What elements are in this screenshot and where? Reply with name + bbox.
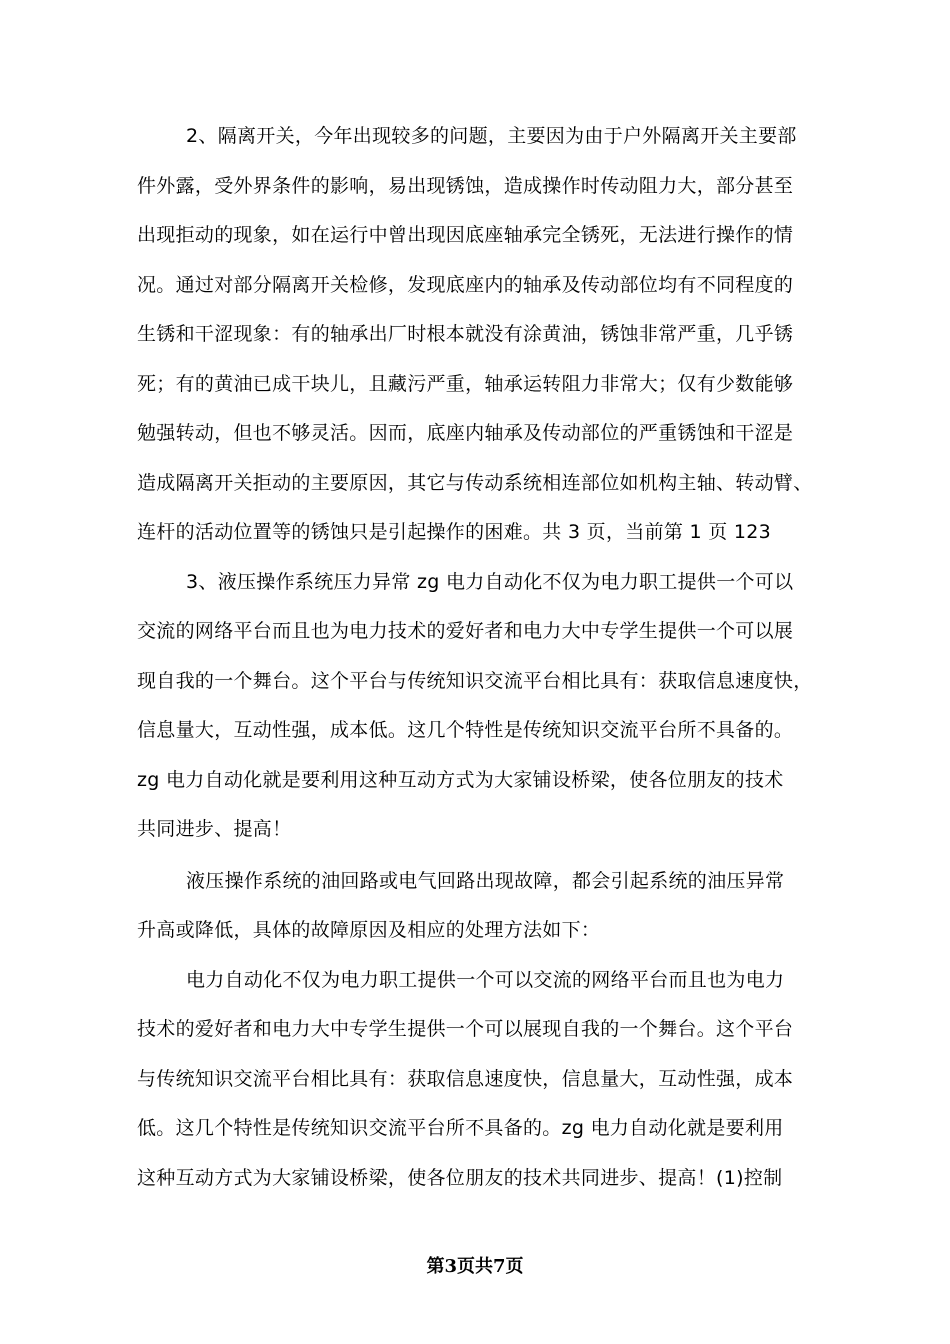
text-line: 连杆的活动位置等的锈蚀只是引起操作的困难。共 3 页，当前第 1 页 123 [137,521,772,543]
text-line: 共同进步、提高！ [137,818,292,840]
text-line: 与传统知识交流平台相比具有：获取信息速度快，信息量大，互动性强，成本 [137,1068,794,1090]
text-line: 勉强转动，但也不够灵活。因而，底座内轴承及传动部位的严重锈蚀和干涩是 [137,422,794,444]
text-line: 2、隔离开关，今年出现较多的问题，主要因为由于户外隔离开关主要部 [186,125,797,147]
text-line: 低。这几个特性是传统知识交流平台所不具备的。zg 电力自动化就是要利用 [137,1117,784,1139]
text-line: 死；有的黄油已成干块儿，且藏污严重，轴承运转阻力非常大；仅有少数能够 [137,373,794,395]
text-line: 3、液压操作系统压力异常 zg 电力自动化不仅为电力职工提供一个可以 [186,571,794,593]
text-line: 升高或降低，具体的故障原因及相应的处理方法如下： [137,919,601,941]
text-line: 电力自动化不仅为电力职工提供一个可以交流的网络平台而且也为电力 [186,969,785,991]
text-line: zg 电力自动化就是要利用这种互动方式为大家铺设桥梁，使各位朋友的技术 [137,769,784,791]
text-line: 况。通过对部分隔离开关检修，发现底座内的轴承及传动部位均有不同程度的 [137,274,794,296]
text-line: 液压操作系统的油回路或电气回路出现故障，都会引起系统的油压异常 [186,870,785,892]
page-footer: 第3页共7页 [426,1256,524,1277]
text-line: 生锈和干涩现象：有的轴承出厂时根本就没有涂黄油，锈蚀非常严重，几乎锈 [137,323,794,345]
text-line: 出现拒动的现象，如在运行中曾出现因底座轴承完全锈死，无法进行操作的情 [137,224,794,246]
text-line: 件外露，受外界条件的影响，易出现锈蚀，造成操作时传动阻力大，部分甚至 [137,175,794,197]
text-line: 这种互动方式为大家铺设桥梁，使各位朋友的技术共同进步、提高！(1)控制 [137,1167,783,1189]
text-line: 交流的网络平台而且也为电力技术的爱好者和电力大中专学生提供一个可以展 [137,620,794,642]
text-line: 造成隔离开关拒动的主要原因，其它与传动系统相连部位如机构主轴、转动臂、 [137,472,813,494]
text-line: 技术的爱好者和电力大中专学生提供一个可以展现自我的一个舞台。这个平台 [137,1018,794,1040]
text-line: 现自我的一个舞台。这个平台与传统知识交流平台相比具有：获取信息速度快， [137,670,813,692]
text-line: 信息量大，互动性强，成本低。这几个特性是传统知识交流平台所不具备的。 [137,719,794,741]
